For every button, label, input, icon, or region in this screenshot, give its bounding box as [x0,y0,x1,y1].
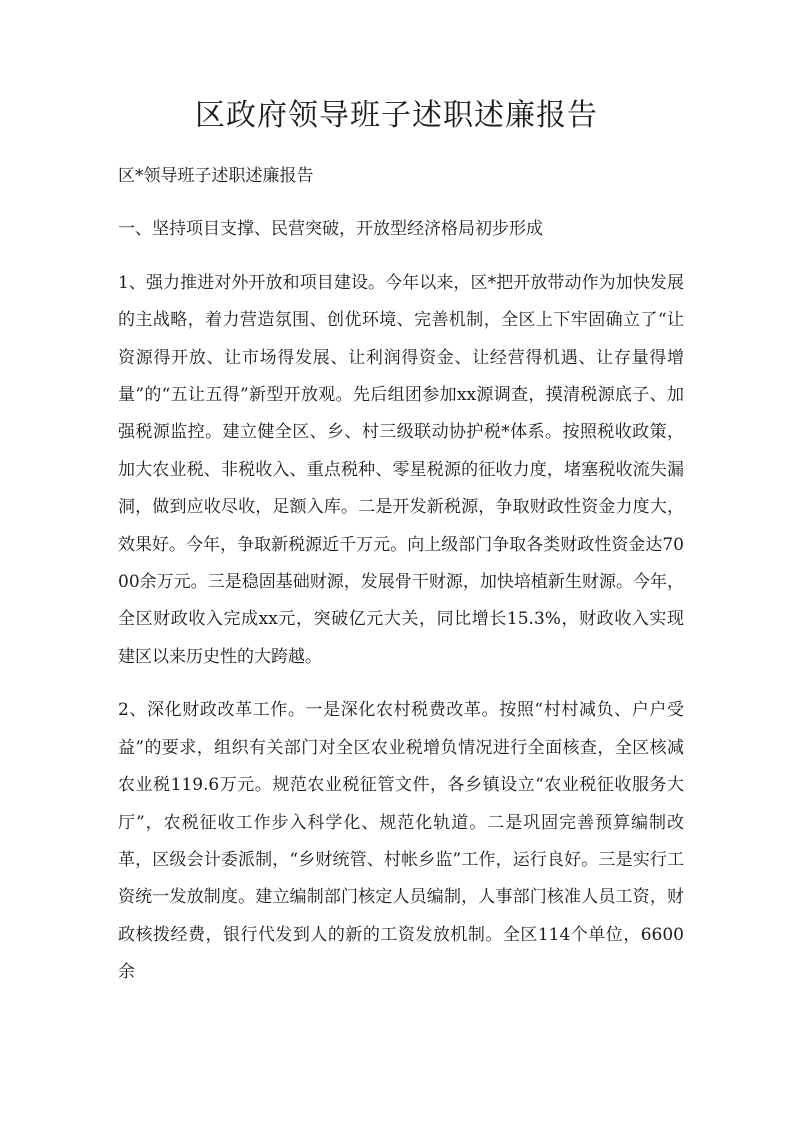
document-body [118,158,684,1008]
paragraph: 1、强力推进对外开放和项目建设。今年以来，区*把开放带动作为加快发展的主战略，着力营造氛围、创优环境、完善机制，全区上下牢固确立了“让资源得开放、让市场得发展、让利润得资金、让经营得机遇、让存量得增量”的“五让五得”新型开放观。先后组团参加xx源调查，摸清税源底子、加强税源监控。建立健全区、乡、村三级联动协护税*体系。按照税收政策，加大农业税、非税收入、重点税种、零星税源的征收力度，堵塞税收流失漏洞，做到应收尽收，足额入库。二是开发新税源，争取财政性资金力度大，效果好。今年，争取新税源近千万元。向上级部门争取各类财政性资金达7000余万元。三是稳固基础财源，发展骨干财源，加快培植新生财源。今年，全区财政收入完成xx元，突破亿元大关，同比增长15.3%，财政收入实现建区以来历史性的大跨越。 [118,272,684,667]
paragraph: 2、深化财政改革工作。一是深化农村税费改革。按照“村村减负、户户受益”的要求，组织有关部门对全区农业税增负情况进行全面核查，全区核减农业税119.6万元。规范农业税征管文件，各乡镇设立“农业税征收服务大厅”，农税征收工作步入科学化、规范化轨道。二是巩固完善预算编制改革，区级会计委派制，“乡财统管、村帐乡监”工作，运行良好。三是实行工资统一发放制度。建立编制部门核定人员编制，人事部门核准人员工资，财政核拨经费，银行代发到人的新的工资发放机制。全区114个单位，6600余 [118,700,684,983]
document-title: 区政府领导班子述职述廉报告 [195,98,598,133]
section-heading: 一、坚持项目支撑、民营突破，开放型经济格局初步形成 [118,219,543,240]
document-subtitle: 区*领导班子述职述廉报告 [118,166,314,186]
